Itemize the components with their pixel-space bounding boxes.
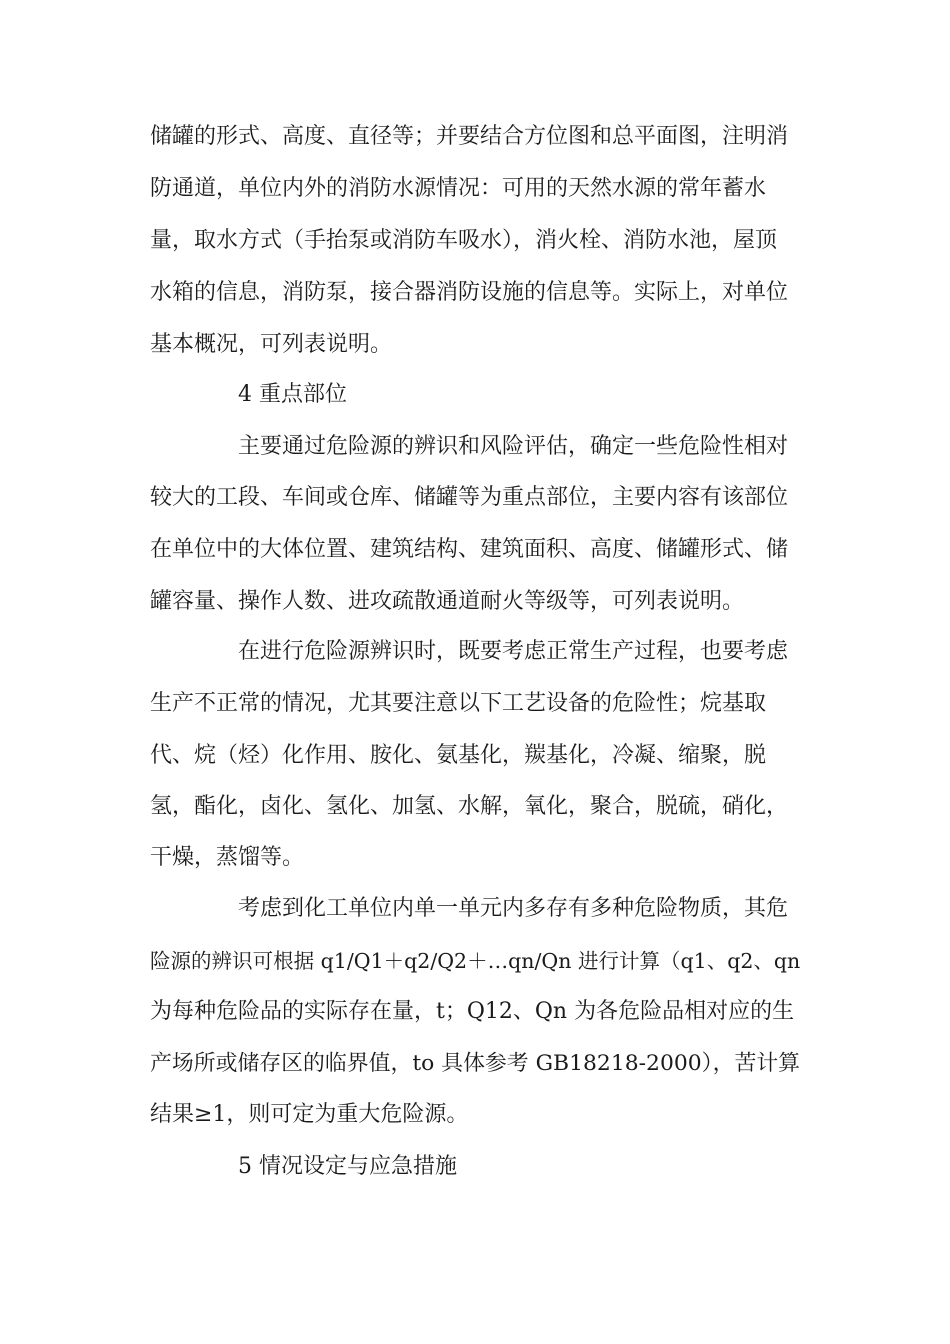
paragraph-line: 储罐的形式、高度、直径等；并要结合方位图和总平面图，注明消 bbox=[150, 124, 789, 149]
paragraph-line: 干燥，蒸馏等。 bbox=[150, 845, 305, 870]
paragraph-line: 防通道，单位内外的消防水源情况：可用的天然水源的常年蓄水 bbox=[150, 176, 767, 201]
paragraph-line: 产场所或储存区的临界值，to 具体参考 GB18218-2000），苦计算 bbox=[150, 1051, 801, 1076]
paragraph-line: 代、烷（烃）化作用、胺化、氨基化，羰基化，冷凝、缩聚，脱 bbox=[150, 743, 767, 768]
paragraph-line: 量，取水方式（手抬泵或消防车吸水），消火栓、消防水池，屋顶 bbox=[150, 228, 778, 253]
paragraph-line: 为每种危险品的实际存在量，t；Q12、Qn 为各危险品相对应的生 bbox=[150, 999, 795, 1024]
paragraph-line: 主要通过危险源的辨识和风险评估，确定一些危险性相对 bbox=[238, 434, 789, 459]
section-heading: 5 情况设定与应急措施 bbox=[238, 1154, 457, 1179]
paragraph-line: 考虑到化工单位内单一单元内多存有多种危险物质，其危 bbox=[238, 896, 789, 921]
paragraph-line: 基本概况，可列表说明。 bbox=[150, 332, 393, 357]
paragraph-line: 罐容量、操作人数、进攻疏散通道耐火等级等，可列表说明。 bbox=[150, 589, 745, 614]
paragraph-line: 在进行危险源辨识时，既要考虑正常生产过程，也要考虑 bbox=[238, 639, 789, 664]
section-heading: 4 重点部位 bbox=[238, 382, 347, 407]
paragraph-line: 氢，酯化，卤化、氢化、加氢、水解，氧化，聚合，脱硫，硝化， bbox=[150, 794, 789, 819]
paragraph-line: 较大的工段、车间或仓库、储罐等为重点部位，主要内容有该部位 bbox=[150, 485, 789, 510]
paragraph-line: 生产不正常的情况，尤其要注意以下工艺设备的危险性；烷基取 bbox=[150, 691, 767, 716]
paragraph-line: 在单位中的大体位置、建筑结构、建筑面积、高度、储罐形式、储 bbox=[150, 537, 789, 562]
paragraph-line: 水箱的信息，消防泵，接合器消防设施的信息等。实际上，对单位 bbox=[150, 280, 789, 305]
paragraph-line: 结果≥1，则可定为重大危险源。 bbox=[150, 1102, 469, 1127]
paragraph-line: 险源的辨识可根据 q1/Q1＋q2/Q2＋…qn/Qn 进行计算（q1、q2、qn bbox=[150, 949, 801, 973]
